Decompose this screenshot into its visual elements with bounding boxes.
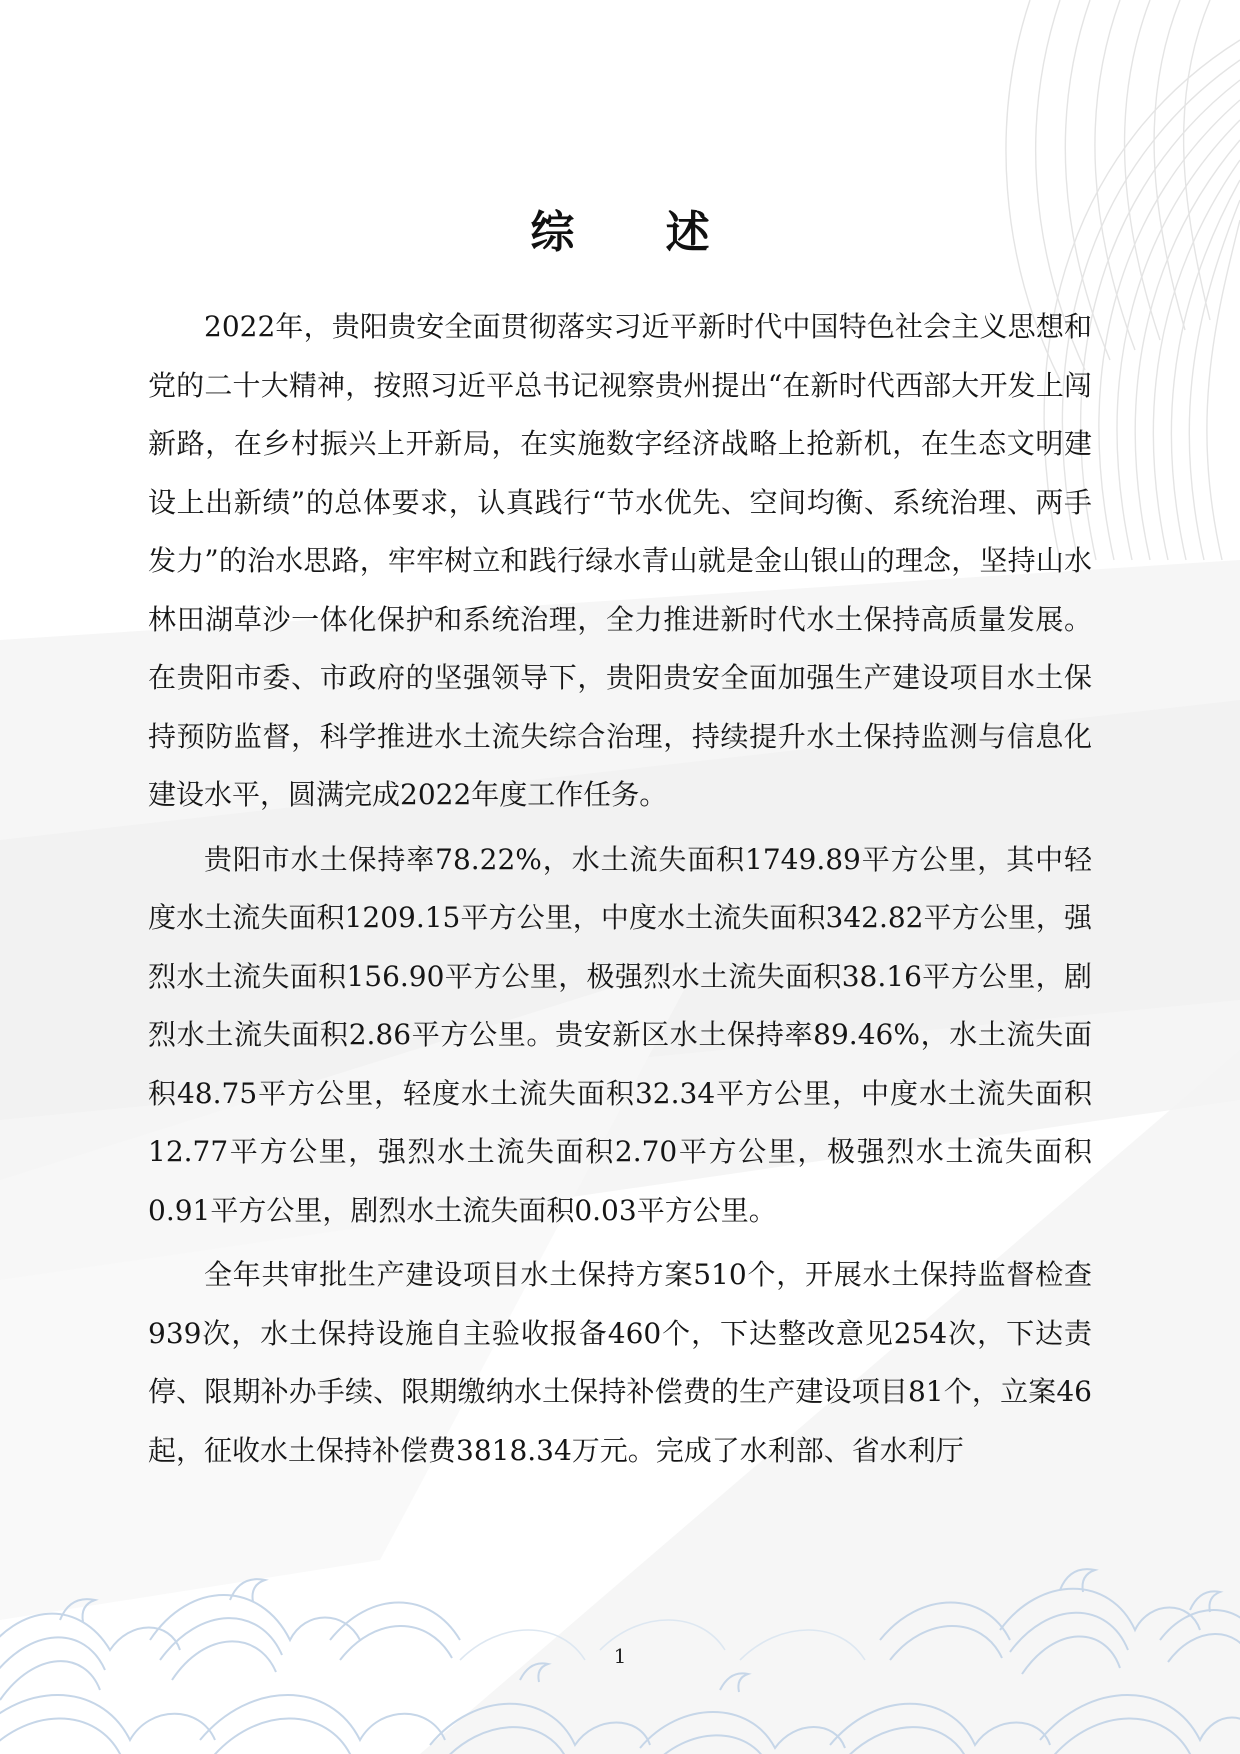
paragraph-supervision-stats: 全年共审批生产建设项目水土保持方案510个，开展水土保持监督检查939次，水土保持设施自主验收报备460个，下达整改意见254次，下达责停、限期补办手续、限期缴纳水土保持补偿费的生产建设项目81个，立案46起，征收水土保持补偿费3818.34万元。完成了水利部、省水利厅 — [148, 1258, 1092, 1467]
body-text — [148, 298, 1092, 1486]
page-number: 1 — [613, 1644, 627, 1668]
paragraph-soil-erosion-stats: 贵阳市水土保持率78.22%，水土流失面积1749.89平方公里，其中轻度水土流失面积1209.15平方公里，中度水土流失面积342.82平方公里，强烈水土流失面积156.90平方公里，极强烈水土流失面积38.16平方公里，剧烈水土流失面积2.86平方公里。贵安新区水土保持率89.46%，水土流失面积48.75平方公里，轻度水土流失面积32.34平方公里，中度水土流失面积12.77平方公里，强烈水土流失面积2.70平方公里，极强烈水土流失面积0.91平方公里，剧烈水土流失面积0.03平方公里。 — [148, 842, 1092, 1227]
page-title: 综 述 — [530, 207, 748, 258]
paragraph-overview: 2022年，贵阳贵安全面贯彻落实习近平新时代中国特色社会主义思想和党的二十大精神，按照习近平总书记视察贵州提出“在新时代西部大开发上闯新路，在乡村振兴上开新局，在实施数字经济战略上抢新机，在生态文明建设上出新绩”的总体要求，认真践行“节水优先、空间均衡、系统治理、两手发力”的治水思路，牢牢树立和践行绿水青山就是金山银山的理念，坚持山水林田湖草沙一体化保护和系统治理，全力推进新时代水土保持高质量发展。在贵阳市委、市政府的坚强领导下，贵阳贵安全面加强生产建设项目水土保持预防监督，科学推进水土流失综合治理，持续提升水土保持监测与信息化建设水平，圆满完成2022年度工作任务。 — [148, 310, 1092, 811]
